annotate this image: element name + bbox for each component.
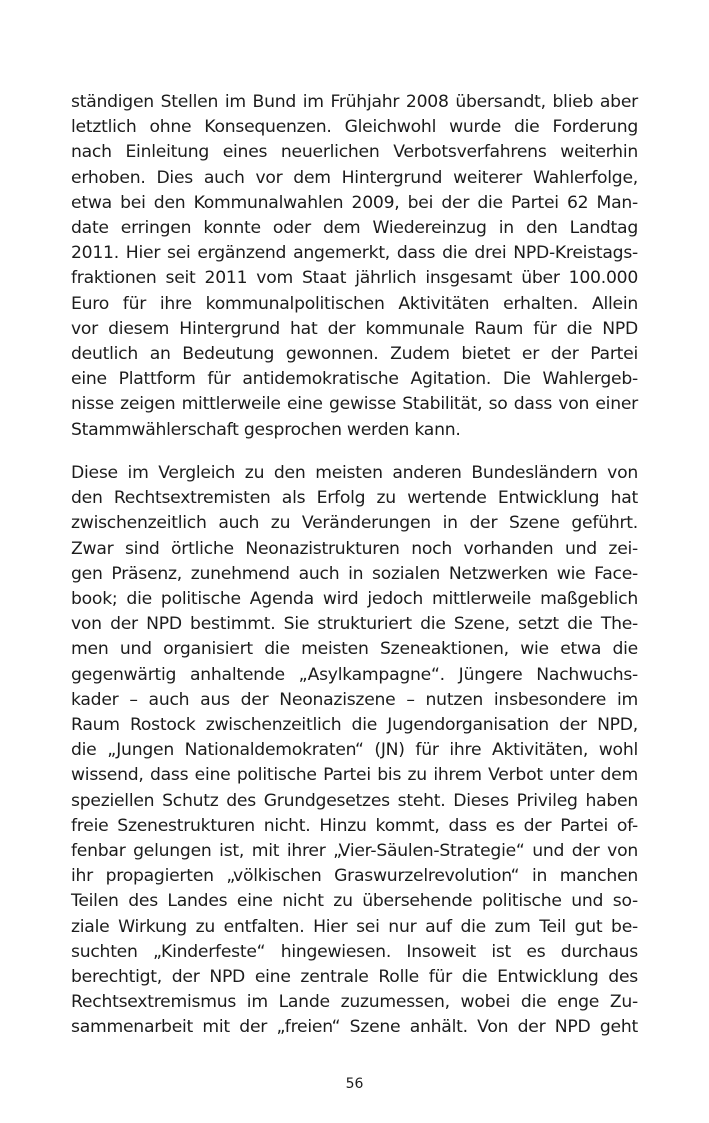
text-line: fenbar gelungen ist, mit ihrer „Vier-Säulen-Strategie“ und der von [71,841,638,862]
paragraph-1 [71,90,638,443]
text-line: nisse zeigen mittlerweile eine gewisse Stabilität, so dass von einer [71,394,638,415]
text-line: Teilen des Landes eine nicht zu übersehende politische und so- [71,891,638,912]
text-line: freie Szenestrukturen nicht. Hinzu kommt, dass es der Partei of- [71,815,638,836]
text-line: berechtigt, der NPD eine zentrale Rolle für die Entwicklung des [71,967,638,988]
text-line: fraktionen seit 2011 vom Staat jährlich insgesamt über 100.000 [71,268,638,289]
text-line: date erringen konnte oder dem Wiedereinzug in den Landtag [71,218,638,239]
text-line: Diese im Vergleich zu den meisten anderen Bundesländern von [71,463,638,483]
page-number: 56 [345,1076,364,1092]
text-line: von der NPD bestimmt. Sie strukturiert die Szene, setzt die The- [71,614,638,635]
text-line: letztlich ohne Konsequenzen. Gleichwohl wurde die Forderung [71,117,638,138]
text-line: ständigen Stellen im Bund im Frühjahr 2008 übersandt, blieb aber [71,92,638,112]
text-line: deutlich an Bedeutung gewonnen. Zudem bietet er der Partei [71,344,638,365]
text-line: Zwar sind örtliche Neonazistrukturen noch vorhanden und zei- [71,538,638,559]
text-line: die „Jungen Nationaldemokraten“ (JN) für ihre Aktivitäten, wohl [71,740,638,761]
text-line: wissend, dass eine politische Partei bis zu ihrem Verbot unter dem [71,765,638,786]
text-line: sammenarbeit mit der „freien“ Szene anhält. Von der NPD geht [71,1017,638,1038]
text-line: nach Einleitung eines neuerlichen Verbotsverfahrens weiterhin [71,142,638,163]
text-line: eine Plattform für antidemokratische Agitation. Die Wahlergeb- [71,369,638,390]
text-line: Rechtsextremismus im Lande zuzumessen, wobei die enge Zu- [71,992,638,1013]
text-line: Stammwählerschaft gesprochen werden kann. [71,419,461,440]
text-line: Euro für ihre kommunalpolitischen Aktivitäten erhalten. Allein [71,293,638,314]
text-line: ziale Wirkung zu entfalten. Hier sei nur auf die zum Teil gut be- [71,916,638,937]
text-line: vor diesem Hintergrund hat der kommunale Raum für die NPD [71,318,638,339]
text-line: erhoben. Dies auch vor dem Hintergrund weiterer Wahlerfolge, [71,167,638,188]
text-line: gen Präsenz, zunehmend auch in sozialen Netzwerken wie Face- [71,563,638,584]
text-line: 2011. Hier sei ergänzend angemerkt, dass die drei NPD-Kreistags- [71,243,638,264]
text-line: men und organisiert die meisten Szeneaktionen, wie etwa die [71,639,638,660]
text-line: gegenwärtig anhaltende „Asylkampagne“. Jüngere Nachwuchs- [71,664,638,685]
text-line: zwischenzeitlich auch zu Veränderungen in der Szene geführt. [71,513,638,534]
text-line: kader – auch aus der Neonaziszene – nutzen insbesondere im [71,689,638,710]
text-line: speziellen Schutz des Grundgesetzes steht. Dieses Privileg haben [71,790,638,811]
text-line: etwa bei den Kommunalwahlen 2009, bei der die Partei 62 Man- [71,192,638,213]
text-line: den Rechtsextremisten als Erfolg zu wertende Entwicklung hat [71,488,638,509]
paragraph-2 [71,461,638,1041]
text-line: book; die politische Agenda wird jedoch mittlerweile maßgeblich [71,589,638,610]
text-line: Raum Rostock zwischenzeitlich die Jugendorganisation der NPD, [71,715,638,736]
text-line: suchten „Kinderfeste“ hingewiesen. Insoweit ist es durchaus [71,941,638,962]
text-line: ihr propagierten „völkischen Graswurzelrevolution“ in manchen [71,866,638,887]
